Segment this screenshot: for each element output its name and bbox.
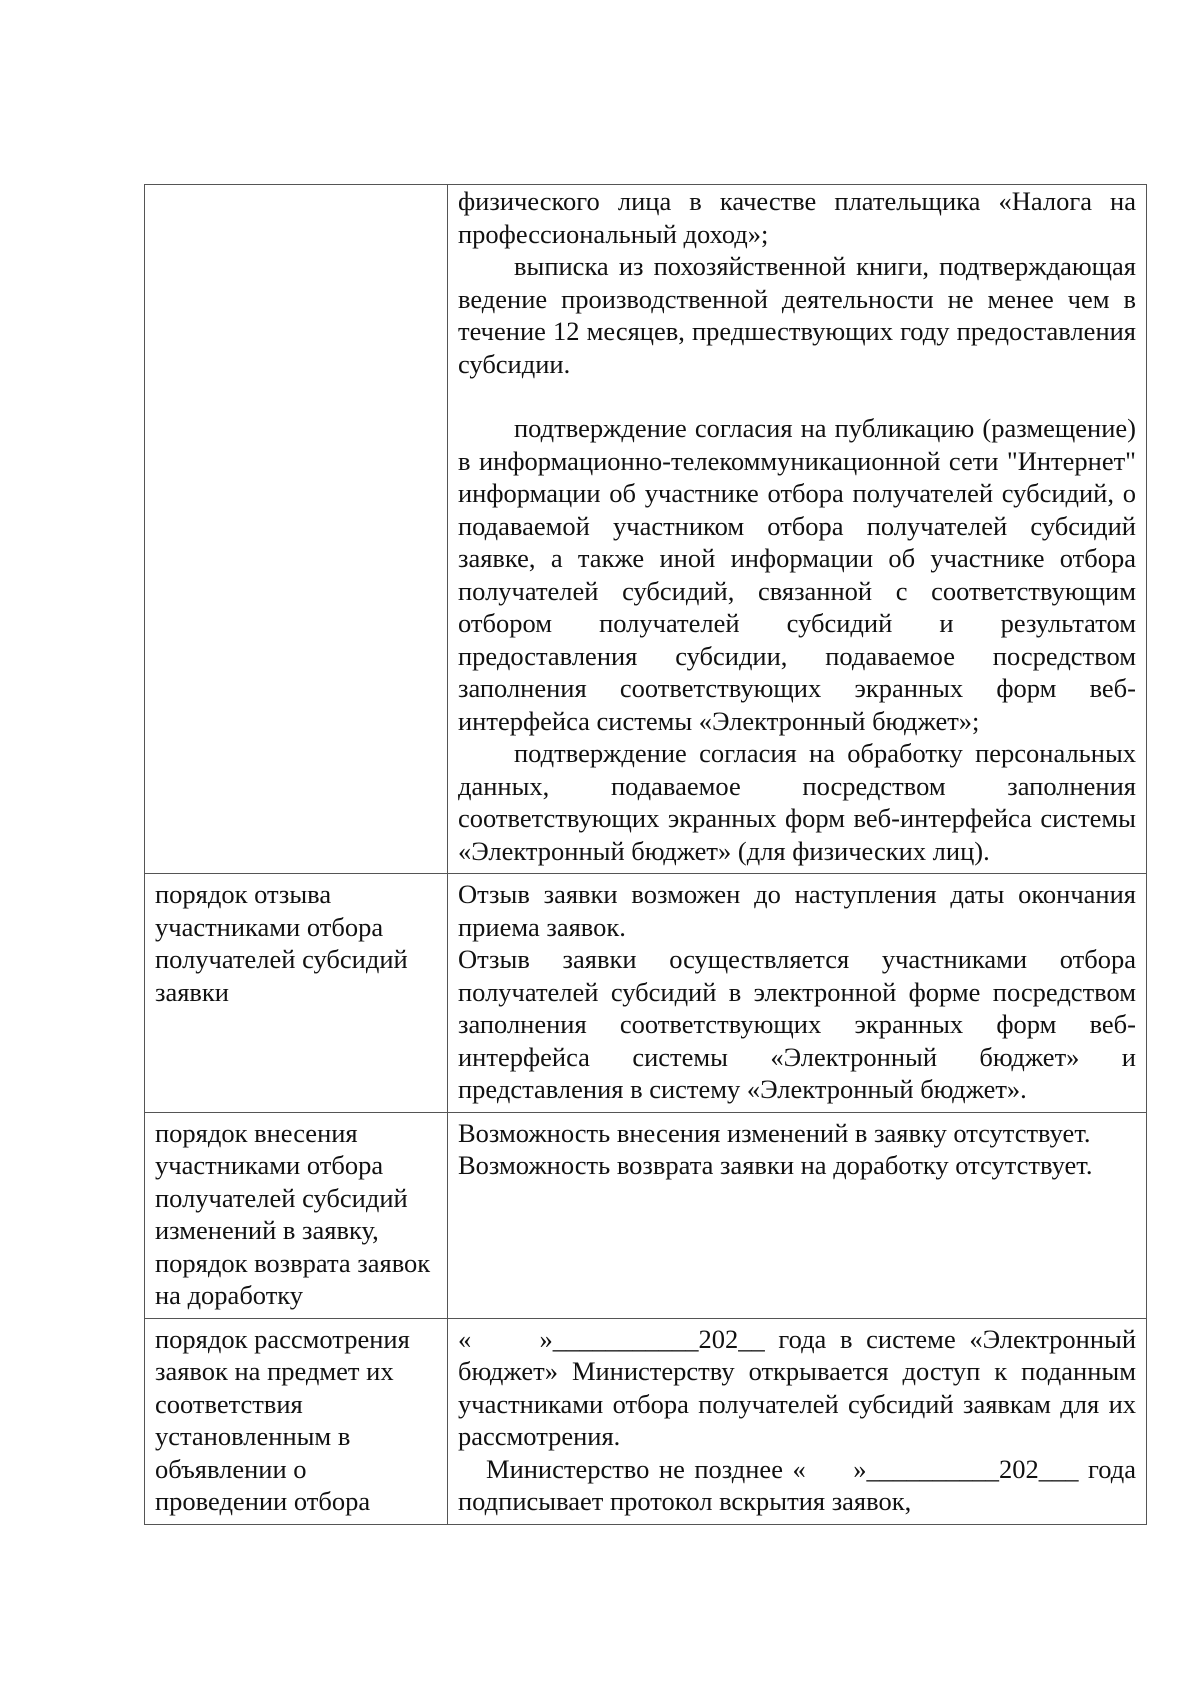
paragraph-text: года подписывает протокол вскрытия заявок, [458, 1453, 1136, 1516]
row-content [448, 1318, 1147, 1524]
paragraph-text: года в системе «Электронный бюджет» Министерству открывается доступ к поданным участниками отбора получателей субсидий заявкам для их рассмотрения. [458, 1323, 1137, 1451]
table-row [145, 874, 1147, 1113]
paragraph: Отзыв заявки осуществляется участниками отбора получателей субсидий в электронной форме посредством заполнения соответствующих экранных форм веб-интерфейса системы «Электронный бюджет» и представления в систему «Электронный бюджет». [458, 944, 1136, 1104]
row-label: порядок внесения участниками отбора получателей субсидий изменений в заявку, порядок возврата заявок на доработку [145, 1112, 448, 1318]
row-content [448, 185, 1147, 874]
year-blank: __ [738, 1323, 765, 1354]
date-blank: __________ [866, 1453, 1000, 1484]
row-label [145, 185, 448, 874]
quote-open: « [458, 1323, 472, 1354]
row-label: порядок отзыва участниками отбора получателей субсидий заявки [145, 874, 448, 1113]
paragraph: Возможность возврата заявки на доработку отсутствует. [458, 1150, 1093, 1180]
paragraph: Возможность внесения изменений в заявку отсутствует. [458, 1117, 1091, 1148]
row-label: порядок рассмотрения заявок на предмет их соответствия установленным в объявлении о проведении отбора [145, 1318, 448, 1524]
row-content [448, 1112, 1147, 1318]
paragraph: выписка из похозяйственной книги, подтверждающая ведение производственной деятельности не менее чем в течение 12 месяцев, предшествующих году предоставления субсидии. [458, 251, 1136, 379]
requirements-table [144, 184, 1147, 1525]
quote-close: » [853, 1453, 867, 1484]
table-row [145, 1318, 1147, 1524]
table-row [145, 185, 1147, 874]
row-content [448, 874, 1147, 1113]
paragraph: физического лица в качестве плательщика «Налога на профессиональный доход»; [458, 186, 1136, 249]
table-row [145, 1112, 1147, 1318]
paragraph: подтверждение согласия на публикацию (размещение) в информационно-телекоммуникационной сети "Интернет" информации об участнике отбора получателей субсидий, о подаваемой участником отбора получателей субсидий заявке, а также иной информации об участнике отбора получателей субсидий, связанной с соответствующим отбором получателей субсидий и результатом предоставления субсидии, подаваемое посредством заполнения соответствующих экранных форм веб-интерфейса системы «Электронный бюджет»; [458, 413, 1136, 736]
date-gap [806, 1454, 854, 1484]
quote-close: » [539, 1323, 553, 1354]
year-blank: ___ [1038, 1453, 1079, 1484]
year-prefix: 202 [999, 1453, 1039, 1484]
paragraph: Отзыв заявки возможен до наступления даты окончания приема заявок. [458, 879, 1136, 942]
date-gap [471, 1324, 539, 1354]
date-blank: ___________ [552, 1323, 699, 1354]
paragraph: подтверждение согласия на обработку персональных данных, подаваемое посредством заполнения соответствующих экранных форм веб-интерфейса системы «Электронный бюджет» (для физических лиц). [458, 738, 1136, 866]
paragraph [458, 1453, 1136, 1518]
year-prefix: 202 [698, 1323, 739, 1354]
paragraph-text: Министерство не позднее « [486, 1453, 806, 1484]
paragraph-spacer [458, 380, 1136, 412]
paragraph [458, 1323, 1136, 1453]
